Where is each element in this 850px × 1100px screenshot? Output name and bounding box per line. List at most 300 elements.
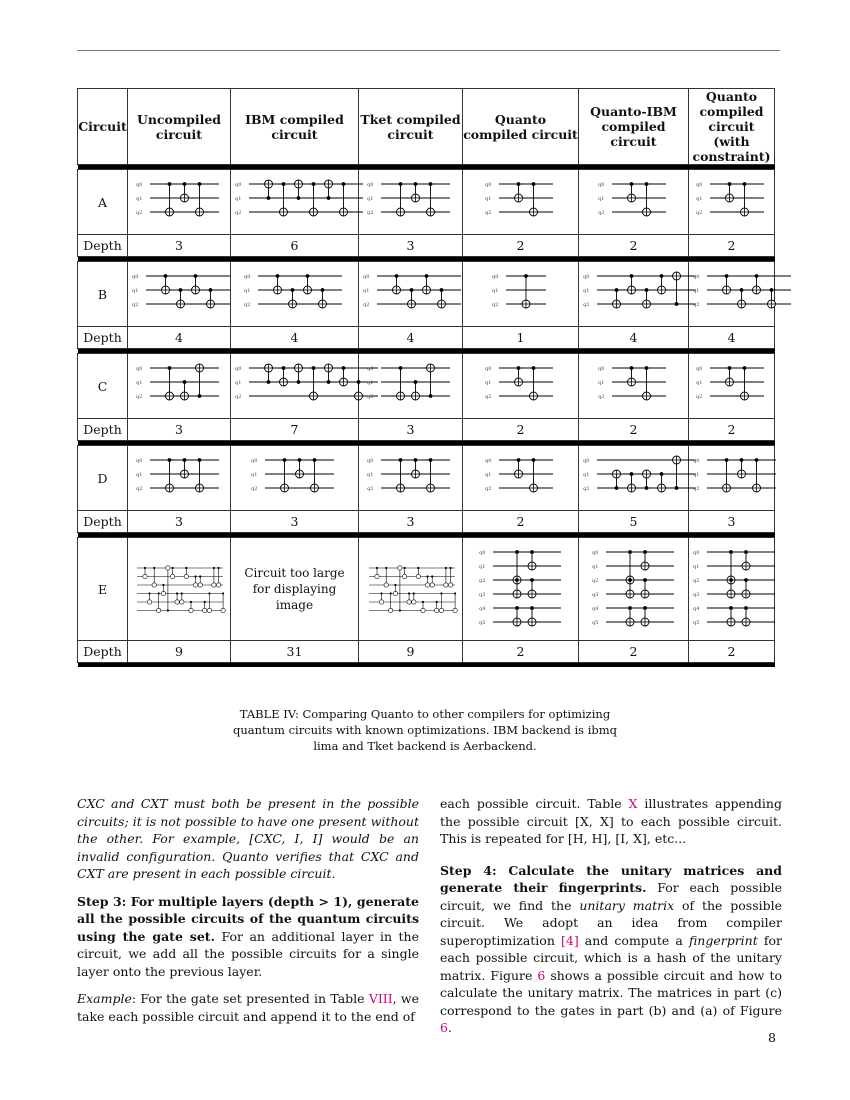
qubit-label: q2 (367, 486, 374, 492)
depth-value: 31 (231, 641, 359, 663)
qubit-label: q5 (591, 620, 598, 626)
qubit-label: q2 (491, 302, 498, 308)
table-header-row (78, 89, 775, 165)
page-number: 8 (768, 1030, 776, 1045)
cnot-gate (143, 567, 147, 579)
circuit-diagram-cell (231, 262, 359, 327)
cnot-gate (147, 592, 151, 604)
qubit-label: q1 (135, 196, 142, 202)
qubit-label: q2 (693, 578, 700, 584)
cnot-gate (374, 567, 378, 579)
thick-rule (78, 349, 775, 353)
qubit-label: q4 (478, 606, 485, 612)
circuit-diagram-cell (359, 446, 463, 511)
step4-d: for each possible circuit, which is a hash of the unitary matrix. Figure (440, 932, 782, 983)
qubit-label: q0 (597, 366, 604, 372)
header-rule (77, 50, 780, 51)
qubit-label: q5 (693, 620, 700, 626)
depth-value: 3 (359, 419, 463, 441)
depth-value: 9 (359, 641, 463, 663)
qubit-label: q0 (491, 274, 498, 280)
qubit-label: q2 (597, 394, 604, 400)
step4-c: and compute a (578, 932, 689, 948)
cnot-gate (379, 592, 383, 604)
cnot-gate (195, 458, 203, 492)
cnot-gate (273, 274, 281, 294)
circuit-diagram (128, 268, 238, 320)
cnot-gate (725, 182, 733, 202)
circuit-diagram (689, 268, 799, 320)
depth-value: 3 (359, 235, 463, 257)
circuit-diagram-cell (463, 446, 579, 511)
qubit-label: q1 (693, 564, 700, 570)
header-circuit: Circuit (78, 89, 128, 165)
header-ibm: IBM compiled circuit (231, 89, 359, 165)
cnot-gate (212, 567, 216, 587)
qubit-label: q2 (693, 486, 700, 492)
table-row-depth (78, 419, 775, 441)
depth-value: 4 (128, 327, 231, 349)
qubit-label: q1 (478, 564, 485, 570)
qubit-label: q0 (693, 550, 700, 556)
cnot-gate (166, 566, 170, 612)
depth-value: 2 (463, 419, 579, 441)
circuit-diagram (692, 176, 772, 228)
qubit-label: q2 (235, 210, 242, 216)
qubit-label: q1 (132, 288, 139, 294)
table-row-circuit (78, 538, 775, 641)
qubit-label: q1 (363, 288, 370, 294)
depth-label: Depth (78, 235, 128, 257)
step4-b: of the possible circuit. We adopt an idea from compiler superoptimization (440, 897, 783, 948)
qubit-label: q2 (478, 578, 485, 584)
step4-unitary: unitary matrix (579, 897, 675, 913)
cnot-gate (423, 274, 431, 294)
circuit-name: C (78, 354, 128, 419)
circuit-diagram (689, 452, 784, 504)
cnot-gate (642, 182, 650, 216)
qubit-label: q3 (591, 592, 598, 598)
cnot-gate (303, 274, 311, 294)
circuit-diagram-cell (231, 354, 359, 419)
circuit-diagram (689, 544, 781, 634)
cnot-gate (641, 578, 649, 598)
cnot-gate (658, 472, 666, 492)
paragraph-cxc (77, 795, 419, 883)
thick-rule (78, 441, 775, 445)
qubit-label: q1 (491, 288, 498, 294)
circuit-diagram-cell (463, 262, 579, 327)
qubit-label: q1 (251, 472, 258, 478)
example-body-a: : For the gate set presented in Table (131, 991, 369, 1006)
cnot-gate (513, 606, 521, 626)
circuit-diagram-cell (689, 354, 775, 419)
circuit-diagram (231, 176, 374, 228)
circuit-diagram (132, 360, 227, 412)
cnot-gate (180, 592, 184, 604)
qubit-label: q1 (591, 564, 598, 570)
append-a: each possible circuit. Table (440, 796, 629, 811)
cnot-gate (207, 288, 215, 308)
cnot-gate (725, 366, 733, 386)
cnot-gate (295, 180, 303, 200)
qubit-label: q2 (583, 486, 590, 492)
depth-value: 2 (689, 419, 775, 441)
cnot-gate (195, 182, 203, 216)
circuit-diagram-cell (579, 446, 689, 511)
table-row-circuit (78, 354, 775, 419)
cnot-gate (443, 567, 447, 587)
header-quanto-ibm: Quanto-IBM compiled circuit (579, 89, 689, 165)
depth-value: 2 (689, 235, 775, 257)
depth-value: 6 (231, 235, 359, 257)
circuit-diagram (240, 268, 350, 320)
qubit-label: q0 (235, 182, 242, 188)
qubit-label: q0 (695, 366, 702, 372)
paragraph-example (77, 990, 419, 1025)
cnot-gate (427, 364, 435, 398)
cnot-gate (434, 601, 438, 613)
cnot-gate (529, 366, 537, 400)
cnot-gate (162, 274, 170, 294)
qubit-label: q2 (484, 394, 491, 400)
qubit-label: q0 (367, 458, 374, 464)
circuit-name: B (78, 262, 128, 327)
table-caption: TABLE IV: Comparing Quanto to other compilers for optimizing quantum circuits with known optimizations. IBM backend is ibmq lima and Tket backend is Aerbackend. (232, 707, 618, 753)
qubit-label: q4 (591, 606, 598, 612)
figure-6-link-2[interactable]: 6 (440, 1020, 448, 1035)
cnot-gate (393, 274, 401, 294)
cnot-gate (529, 458, 537, 492)
append-b: illustrates appending the possible circuit [X, X] to each possible circuit. This is repeated for [H, H], [I, X], etc... (440, 796, 782, 846)
qubit-label: q0 (478, 550, 485, 556)
circuit-diagram (481, 176, 561, 228)
qubit-label: q0 (484, 182, 491, 188)
step4-heading: Step 4: Calculate the unitary matrices and generate their fingerprints. (440, 862, 782, 895)
circuit-diagram (594, 176, 674, 228)
qubit-label: q0 (367, 366, 374, 372)
qubit-label: q2 (243, 302, 250, 308)
qubit-label: q3 (478, 592, 485, 598)
depth-value: 4 (231, 327, 359, 349)
cnot-gate (165, 366, 173, 400)
depth-value: 3 (689, 511, 775, 533)
qubit-label: q0 (135, 458, 142, 464)
depth-value: 2 (579, 235, 689, 257)
cnot-gate (207, 592, 211, 612)
qubit-label: q0 (363, 274, 370, 280)
circuit-diagram (579, 452, 704, 504)
cnot-gate (165, 458, 173, 492)
qubit-label: q0 (597, 182, 604, 188)
qubit-label: q1 (235, 380, 242, 386)
circuit-diagram-cell (128, 170, 231, 235)
cnot-gate (411, 592, 415, 604)
cnot-gate (193, 575, 197, 587)
depth-value: 2 (463, 511, 579, 533)
depth-value: 5 (579, 511, 689, 533)
qubit-label: q2 (135, 486, 142, 492)
circuit-diagram-cell (463, 170, 579, 235)
cnot-gate (198, 575, 202, 587)
cnot-gate (192, 274, 200, 294)
separator-cell (78, 663, 775, 668)
cnot-gate (281, 458, 289, 492)
cnot-gate (658, 274, 666, 294)
qubit-label: q2 (135, 210, 142, 216)
circuit-name: A (78, 170, 128, 235)
too-large-text: Circuit too large for displaying image (244, 566, 345, 612)
cnot-gate (529, 182, 537, 216)
cnot-gate (740, 182, 748, 216)
example-label: Example (77, 991, 132, 1006)
cnot-gate (388, 592, 392, 612)
cnot-gate (397, 182, 405, 216)
depth-value: 3 (128, 511, 231, 533)
circuit-diagram (579, 268, 704, 320)
qubit-label: q1 (367, 380, 374, 386)
cnot-gate (643, 288, 651, 308)
cnot-gate (203, 601, 207, 613)
cnot-gate (514, 458, 522, 478)
thick-rule (78, 165, 775, 169)
cnot-gate (740, 366, 748, 400)
cnot-gate (265, 364, 273, 384)
cnot-gate (189, 601, 193, 613)
cnot-gate (412, 458, 420, 478)
cnot-gate (216, 567, 220, 587)
cnot-gate (742, 550, 750, 570)
cnot-gate (406, 592, 410, 604)
header-quanto: Quanto compiled circuit (463, 89, 579, 165)
cnot-gate (393, 584, 397, 596)
qubit-label: q1 (597, 380, 604, 386)
qubit-label: q1 (693, 472, 700, 478)
cnot-gate (742, 578, 750, 598)
depth-value: 3 (128, 419, 231, 441)
cnot-gate (738, 458, 746, 478)
depth-label: Depth (78, 641, 128, 663)
cnot-gate (195, 364, 203, 398)
circuit-diagram (247, 452, 342, 504)
circuit-diagram (588, 544, 680, 634)
cnot-gate (448, 567, 452, 587)
qubit-label: q1 (235, 196, 242, 202)
cnot-gate (161, 584, 165, 596)
depth-value: 7 (231, 419, 359, 441)
citation-4-link[interactable]: [4] (560, 932, 579, 948)
qubit-label: q0 (484, 366, 491, 372)
circuit-name: E (78, 538, 128, 641)
step4-a: For each possible circuit, we find the (440, 880, 782, 913)
qubit-label: q0 (583, 274, 590, 280)
right-column (440, 795, 782, 1047)
cnot-gate (265, 180, 273, 200)
cnot-gate (528, 578, 536, 598)
qubit-label: q2 (367, 394, 374, 400)
circuit-diagram-cell (359, 354, 463, 419)
circuit-diagram (132, 452, 227, 504)
depth-value: 2 (579, 641, 689, 663)
circuit-diagram (488, 268, 554, 320)
qubit-label: q0 (135, 182, 142, 188)
qubit-label: q2 (693, 302, 700, 308)
cnot-gate (642, 366, 650, 400)
thick-rule (78, 257, 775, 261)
figure-6-link[interactable]: 6 (537, 967, 546, 983)
circuit-diagram-cell (579, 538, 689, 641)
cnot-gate (438, 288, 446, 308)
cnot-gate (325, 364, 333, 384)
cnot-gate (397, 366, 405, 400)
qubit-label: q2 (367, 210, 374, 216)
comparison-table (77, 88, 775, 667)
step4-e: shows a possible circuit and how to calculate the unitary matrix. The matrices in part (c) correspond to the gates in part (b) and (a) of Figure (440, 967, 782, 1018)
cnot-gate (221, 592, 225, 612)
qubit-label: q1 (484, 196, 491, 202)
circuit-diagram-cell (231, 538, 359, 641)
table-x-link[interactable]: X (628, 796, 638, 811)
cnot-gate (742, 606, 750, 626)
circuit-diagram (363, 452, 458, 504)
qubit-label: q2 (484, 486, 491, 492)
depth-label: Depth (78, 327, 128, 349)
depth-value: 3 (359, 511, 463, 533)
circuit-diagram (132, 176, 227, 228)
cnot-gate (175, 592, 179, 604)
qubit-label: q1 (583, 288, 590, 294)
qubit-label: q1 (135, 472, 142, 478)
table-row-depth (78, 327, 775, 349)
depth-label: Depth (78, 511, 128, 533)
table-viii-link[interactable]: VIII (368, 991, 393, 1006)
thick-rule (78, 533, 775, 537)
cnot-gate (180, 380, 188, 400)
cnot-gate (416, 567, 420, 579)
qubit-label: q1 (597, 196, 604, 202)
circuit-diagram-cell (689, 538, 775, 641)
cnot-gate (768, 288, 776, 308)
qubit-label: q2 (235, 394, 242, 400)
circuit-diagram-cell (128, 446, 231, 511)
table-row-circuit (78, 262, 775, 327)
qubit-label: q0 (243, 274, 250, 280)
cnot-gate (311, 458, 319, 492)
qubit-label: q2 (597, 210, 604, 216)
cnot-gate (408, 288, 416, 308)
circuit-diagram-cell (231, 446, 359, 511)
table-row-circuit (78, 170, 775, 235)
cnot-gate (420, 601, 424, 613)
qubit-label: q4 (693, 606, 700, 612)
qubit-label: q0 (235, 366, 242, 372)
circuit-diagram-cell (231, 170, 359, 235)
cnot-gate (384, 567, 388, 587)
cnot-gate (641, 550, 649, 570)
circuit-diagram-cell (359, 170, 463, 235)
qubit-label: q0 (583, 458, 590, 464)
cnot-gate (613, 288, 621, 308)
step4-fingerprint: fingerprint (688, 932, 758, 948)
example-body-b: , we take each possible circuit and append it to the end of (77, 991, 419, 1024)
depth-value: 2 (689, 641, 775, 663)
depth-value: 4 (359, 327, 463, 349)
cnot-gate (641, 606, 649, 626)
cnot-gate (177, 288, 185, 308)
circuit-diagram-cell (579, 170, 689, 235)
cnot-gate (628, 472, 636, 492)
depth-value: 1 (463, 327, 579, 349)
step3-body: For an additional layer in the circuit, we add all the possible circuits for a single layer onto the previous layer. (77, 928, 419, 979)
paragraph-cxc-text: CXC and CXT must both be present in the possible circuits; it is not possible to have one present without the other. For example, [CXC, I, I] would be an invalid configuration. Quanto verifies that CXC and CXT are present in each possible circuit. (77, 796, 419, 881)
cnot-gate (310, 182, 318, 216)
qubit-label: q1 (135, 380, 142, 386)
qubit-label: q0 (693, 274, 700, 280)
paragraph-append (440, 795, 782, 848)
row-separator (78, 663, 775, 668)
depth-value: 2 (463, 641, 579, 663)
circuit-diagram (363, 562, 459, 616)
cnot-gate (397, 458, 405, 492)
circuit-diagram-cell (359, 262, 463, 327)
qubit-label: q0 (132, 274, 139, 280)
qubit-label: q2 (484, 210, 491, 216)
circuit-diagram (481, 452, 561, 504)
depth-value: 2 (579, 419, 689, 441)
qubit-label: q1 (695, 196, 702, 202)
circuit-diagram (594, 360, 674, 412)
circuit-diagram-cell (128, 262, 231, 327)
cnot-gate (295, 364, 303, 384)
cnot-gate (397, 566, 401, 612)
cnot-gate (723, 274, 731, 294)
qubit-label: q0 (484, 458, 491, 464)
cnot-gate (412, 182, 420, 202)
left-column (77, 795, 419, 1035)
cnot-gate (152, 567, 156, 587)
qubit-label: q1 (583, 472, 590, 478)
cnot-gate (430, 575, 434, 587)
cnot-gate (439, 592, 443, 612)
cnot-gate (402, 567, 406, 579)
cnot-gate (427, 182, 435, 216)
cnot-gate (288, 288, 296, 308)
circuit-diagram-cell (463, 354, 579, 419)
cnot-gate (514, 182, 522, 202)
circuit-diagram-cell (359, 538, 463, 641)
qubit-label: q1 (695, 380, 702, 386)
cnot-gate (165, 182, 173, 216)
circuit-diagram (481, 360, 561, 412)
circuit-diagram-cell (689, 170, 775, 235)
qubit-label: q2 (583, 302, 590, 308)
cnot-gate (627, 366, 635, 386)
paragraph-step4 (440, 862, 782, 1037)
cnot-gate (528, 606, 536, 626)
qubit-label: q1 (367, 196, 374, 202)
cnot-gate (180, 182, 188, 202)
cnot-gate (753, 274, 761, 294)
qubit-label: q1 (484, 472, 491, 478)
qubit-label: q2 (363, 302, 370, 308)
qubit-label: q0 (591, 550, 598, 556)
table-row-depth (78, 235, 775, 257)
depth-value: 4 (689, 327, 775, 349)
circuit-diagram-cell (689, 262, 775, 327)
qubit-label: q0 (251, 458, 258, 464)
cnot-gate (528, 550, 536, 570)
header-tket: Tket compiled circuit (359, 89, 463, 165)
